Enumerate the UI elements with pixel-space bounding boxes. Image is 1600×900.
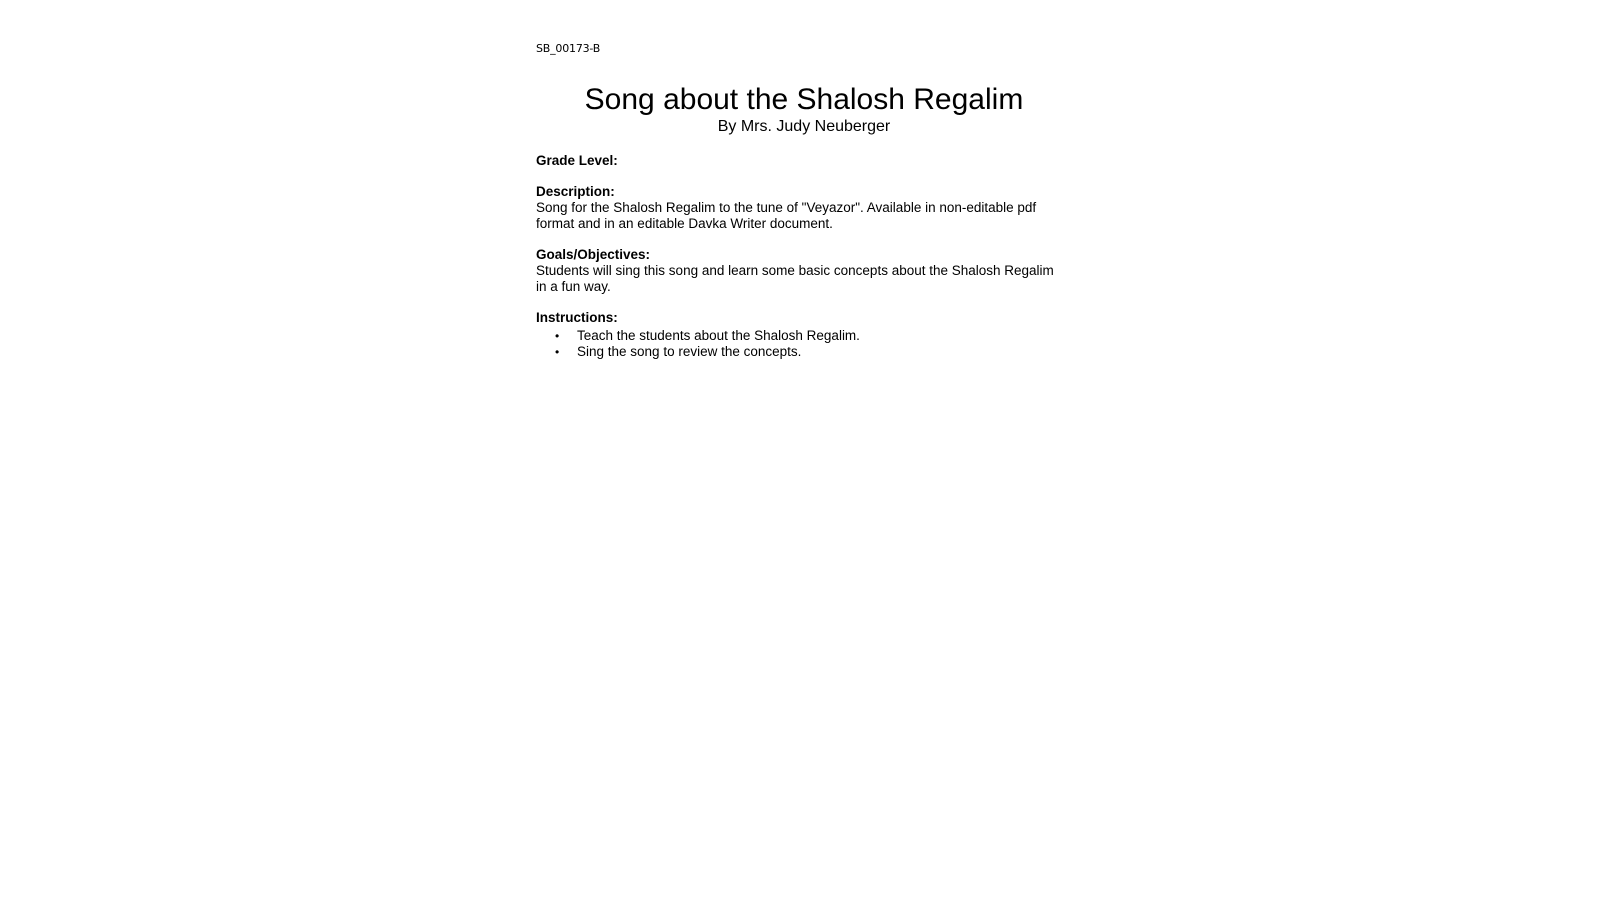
bullet-icon: • xyxy=(555,345,560,359)
instructions-label: Instructions: xyxy=(536,310,618,325)
section-spacer xyxy=(536,169,1076,184)
document-title: Song about the Shalosh Regalim xyxy=(584,83,1024,116)
list-item xyxy=(536,344,1076,360)
section-spacer xyxy=(536,295,1076,310)
instructions-section xyxy=(536,310,1076,360)
description-text-line-1: Song for the Shalosh Regalim to the tune of "Veyazor". Available in non-editable pdf xyxy=(536,200,1037,215)
grade-level-label: Grade Level: xyxy=(536,153,618,168)
instruction-text: Sing the song to review the concepts. xyxy=(577,344,802,359)
document-byline: By Mrs. Judy Neuberger xyxy=(717,118,891,135)
instructions-list xyxy=(536,328,1076,360)
goals-text-line-1: Students will sing this song and learn some basic concepts about the Shalosh Regalim xyxy=(536,263,1054,278)
document-body xyxy=(536,153,1076,360)
description-label: Description: xyxy=(536,184,615,199)
instruction-text: Teach the students about the Shalosh Regalim. xyxy=(577,328,860,343)
bullet-icon: • xyxy=(555,329,560,343)
list-item xyxy=(536,328,1076,344)
document-header xyxy=(536,82,1072,136)
goals-text-line-2: in a fun way. xyxy=(536,279,611,294)
description-text-line-2: format and in an editable Davka Writer document. xyxy=(536,216,833,231)
document-id: SB_00173-B xyxy=(536,42,601,55)
goals-label: Goals/Objectives: xyxy=(536,247,651,262)
description-section xyxy=(536,184,1076,232)
section-spacer xyxy=(536,232,1076,247)
goals-section xyxy=(536,247,1076,295)
grade-level-section xyxy=(536,153,1076,169)
